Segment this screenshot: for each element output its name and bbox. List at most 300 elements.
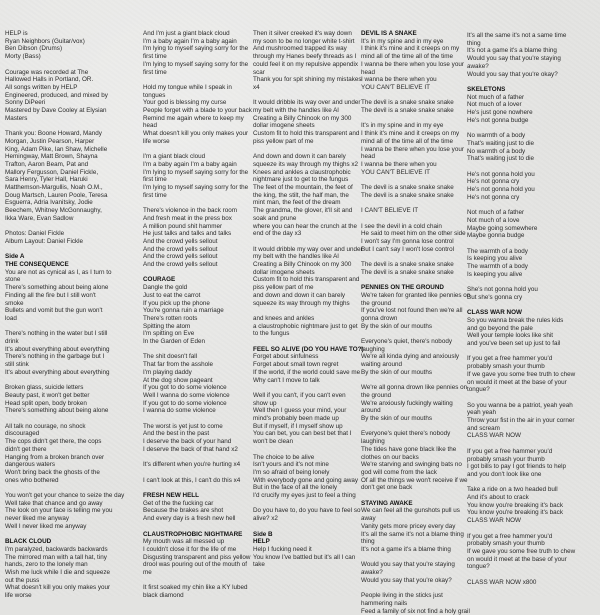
lyric-line: No warmth of a body bbox=[467, 132, 526, 140]
lyric-line: The feet of the mountain, the feet of bbox=[253, 184, 353, 192]
lyric-line: So you wanna break the rules kids bbox=[467, 316, 564, 324]
lyric-line: I'd crucify my eyes just to feel a thing bbox=[253, 492, 356, 500]
lyric-line: It's in my spine and in my eye bbox=[361, 122, 444, 130]
lyric-line: I'm so afraid of being lonely bbox=[253, 468, 330, 476]
lyric-line: don't get one back bbox=[361, 484, 413, 492]
lyric-line: I'm lying to myself saying sorry for the bbox=[143, 168, 249, 176]
lyric-line: Because the brakes are shot bbox=[143, 507, 224, 515]
section-heading: STAYING AWAKE bbox=[361, 499, 413, 507]
section-heading: Side A bbox=[5, 253, 25, 261]
lyric-line: There's rotten roots bbox=[143, 314, 198, 322]
lyric-line bbox=[467, 240, 595, 248]
lyric-line: my belt with the handles like Al bbox=[253, 253, 339, 261]
lyric-line: He's not gonna cry bbox=[467, 193, 520, 201]
lyric-line: I can't look at this, I can't do this x4 bbox=[143, 476, 241, 484]
lyric-line: I wanna be there when you bbox=[361, 76, 437, 84]
lyric-line bbox=[253, 523, 356, 531]
lyric-line: I think it's mine and it creeps on my bbox=[361, 45, 460, 53]
lyric-line: Get of the the fucking car bbox=[143, 499, 214, 507]
lyric-line: I'm lying to myself saying sorry for the bbox=[143, 60, 249, 68]
lyric-line bbox=[467, 525, 595, 533]
lyric-line: And the crowd yells sellout bbox=[143, 237, 218, 245]
lyric-line: Morgan, Justin Pearson, Harper bbox=[5, 137, 95, 145]
lyric-line: awake? bbox=[361, 569, 383, 577]
lyric-line: So you wanna be a patriot, yeah yeah bbox=[467, 401, 573, 409]
lyric-line: Why can't I move to talk bbox=[253, 376, 320, 384]
lyric-line: life worse bbox=[5, 592, 32, 600]
lyric-line bbox=[467, 124, 595, 132]
lyric-line: Thank you for spit shining my mistakes bbox=[253, 76, 362, 84]
lyric-line: And mushroomed trapped its way bbox=[253, 45, 347, 53]
lyric-line: People forget with a blade to your back bbox=[143, 107, 252, 115]
lyric-line bbox=[5, 61, 133, 69]
section-heading: CLASS WAR NOW bbox=[467, 309, 522, 317]
lyric-line: head bbox=[143, 122, 158, 130]
section-heading: BLACK CLOUD bbox=[5, 538, 52, 546]
lyric-line bbox=[143, 484, 255, 492]
lyric-line: YOU CAN'T BELIEVE IT bbox=[361, 83, 430, 91]
lyric-line: yeah yeah bbox=[467, 409, 497, 417]
lyric-line: ones who bothered bbox=[5, 476, 59, 484]
lyric-line: That far from the asshole bbox=[143, 361, 213, 369]
lyric-line: squeeze its way through my thighs bbox=[253, 299, 350, 307]
lyric-line: Creating a Billy Chinook on my 300 bbox=[253, 114, 352, 122]
lyric-line bbox=[253, 92, 356, 100]
lyric-line: Then it silver creeked it's way down bbox=[253, 30, 352, 37]
lyric-line: It's not a game it's a blame thing bbox=[467, 47, 557, 55]
lyric-line: on would it meet at the base of your bbox=[467, 378, 567, 386]
lyric-line: away bbox=[361, 515, 376, 523]
lyric-line: I'm paralyzed, backwards backwards bbox=[5, 545, 108, 553]
section-heading: FEEL SO ALIVE (DO YOU HAVE TO?) bbox=[253, 345, 364, 353]
lyric-line bbox=[361, 115, 471, 123]
lyric-line bbox=[143, 577, 255, 585]
lyric-line: He's not gonna budge bbox=[467, 116, 529, 124]
lyric-line: Spitting the atom bbox=[143, 322, 191, 330]
lyric-line: dangerous waters bbox=[5, 461, 56, 469]
section-heading: FRESH NEW HELL bbox=[143, 492, 199, 500]
column-4 bbox=[361, 30, 471, 615]
lyric-line: Custom fit to hold this transparent and bbox=[253, 276, 360, 284]
lyric-line bbox=[143, 415, 255, 423]
lyric-line: You can bet, you can best bet that I bbox=[253, 430, 352, 438]
column-5 bbox=[467, 32, 595, 586]
lyric-line: Esguerra, Adria Ivanitsky, Jodie bbox=[5, 199, 93, 207]
lyric-line: alive? x2 bbox=[253, 515, 278, 523]
lyric-line: where you can hear the crunch at the bbox=[253, 222, 357, 230]
lyric-line bbox=[361, 377, 471, 385]
lyric-line: I'm lying to myself saying sorry for the bbox=[143, 184, 249, 192]
lyric-line: Everyone's quiet, there's nobody bbox=[361, 338, 452, 345]
lyric-line: Your god is blessing my curse bbox=[143, 99, 227, 107]
lyric-line: No warmth of a body bbox=[467, 147, 526, 155]
lyric-line: He said to meet him on the other side bbox=[361, 230, 466, 238]
lyric-line: We're taken for granted like pennies on bbox=[361, 291, 471, 299]
lyric-line: Custom fit to hold this transparent and bbox=[253, 130, 360, 138]
lyric-line: waiting around bbox=[361, 361, 402, 369]
lyric-line: Head split open, body broken bbox=[5, 399, 87, 407]
lyric-line: I'm a baby again I'm a baby again bbox=[143, 160, 237, 168]
lyric-line: He just talks and talks and talks bbox=[143, 230, 232, 238]
lyric-line: In the Garden of Eden bbox=[143, 338, 205, 346]
lyric-line: Finding all the fire but I still won't bbox=[5, 291, 96, 299]
lyric-line: It's about everything about everything bbox=[5, 368, 110, 376]
lyric-line: But she's gonna cry bbox=[467, 293, 523, 301]
lyric-line: Mastered by Dave Cooley at Elysian bbox=[5, 107, 107, 115]
lyric-line bbox=[467, 394, 595, 402]
lyric-line: If you get a free hammer you'd bbox=[467, 447, 553, 455]
lyric-line: And down and down it can barely bbox=[253, 153, 346, 161]
lyric-line: There's violence in the back room bbox=[143, 207, 237, 215]
section-heading: CLAUSTROPHOBIC NIGHTMARE bbox=[143, 530, 243, 538]
lyric-line bbox=[143, 269, 255, 277]
lyric-line: He's not gonna hold you bbox=[467, 186, 535, 194]
lyric-line: The choice to be alive bbox=[253, 453, 315, 461]
lyric-line: I'm a giant black cloud bbox=[143, 153, 206, 161]
lyric-line: take bbox=[253, 561, 265, 569]
lyric-line: The warmth of a body bbox=[467, 247, 528, 255]
lyric-line: Help I fucking need it bbox=[253, 545, 312, 553]
lyric-line: mind all of the time all of the time bbox=[361, 137, 454, 145]
section-heading: HELP bbox=[253, 538, 270, 546]
lyric-line bbox=[143, 469, 255, 477]
lyric-line: Sonny DiPeeri bbox=[5, 99, 46, 107]
lyric-line: Would you say that you're okay? bbox=[467, 70, 558, 78]
lyric-line: A million pound shit hammer bbox=[143, 222, 223, 230]
lyric-line: through my Hanes beefy threads as I bbox=[253, 53, 357, 61]
lyric-line: Isn't yours and it's not mine bbox=[253, 461, 329, 469]
lyric-line: The devil is a snake snake snake bbox=[361, 191, 454, 199]
lyric-line: I see the devil in a cold chain bbox=[361, 222, 442, 230]
lyric-line bbox=[361, 176, 471, 184]
lyric-line: Ben Dibson (Drums) bbox=[5, 45, 63, 53]
lyric-line: All talk no courage, no shock bbox=[5, 422, 86, 430]
lyric-line: scar bbox=[253, 68, 265, 76]
lyric-line bbox=[467, 201, 595, 209]
lyric-line: Engineered, produced, and mixed by bbox=[5, 91, 108, 99]
lyric-line: I deserve the back of that hand x2 bbox=[143, 445, 238, 453]
lyric-line: Wish me luck while I die and squeeze bbox=[5, 569, 110, 577]
lyric-line: He's not gonna hold you bbox=[467, 170, 535, 178]
lyric-line: It would dribble my way over and under bbox=[253, 245, 363, 253]
lyric-line: squeeze its way through my thighs x2 bbox=[253, 160, 359, 168]
lyric-line bbox=[143, 199, 255, 207]
lyric-line bbox=[143, 346, 255, 354]
section-heading: THE CONSEQUENCE bbox=[5, 261, 69, 269]
lyric-line: I got bills to pay I got friends to help bbox=[467, 463, 567, 471]
lyric-line: If the world, if the world could save me bbox=[253, 368, 361, 376]
lyric-line: Well take that chance and go away bbox=[5, 499, 103, 507]
lyric-line: Hemingway, Matt Brown, Shayna bbox=[5, 153, 98, 161]
lyric-line: I CAN'T BELIEVE IT bbox=[361, 207, 419, 215]
lyric-line bbox=[361, 253, 471, 261]
lyric-line: Well I never liked me anyway bbox=[5, 522, 87, 530]
lyric-line: and knees and ankles bbox=[253, 314, 315, 322]
lyric-line: What doesn't kill you only makes your bbox=[143, 130, 249, 138]
lyric-line: Mallory Fergusson, Daniel Fickle, bbox=[5, 168, 99, 176]
lyric-line: I'm playing daddy bbox=[143, 368, 192, 376]
lyric-line: Hallowed Halls in Portland, OR. bbox=[5, 76, 94, 84]
lyric-line: laughing bbox=[361, 345, 385, 353]
lyric-line: I'm a baby again I'm a baby again bbox=[143, 37, 237, 45]
lyric-line: black diamond bbox=[143, 592, 184, 600]
lyric-line: Ikka Ware, Evan Sadlow bbox=[5, 214, 74, 222]
lyric-line: x4 bbox=[253, 83, 260, 91]
lyric-line: Broken glass, suicide letters bbox=[5, 384, 84, 392]
lyric-line: You won't get your chance to seize the day bbox=[5, 492, 125, 500]
lyric-line: Is keeping you alive bbox=[467, 270, 523, 278]
lyric-line: drink bbox=[5, 338, 19, 346]
lyric-line: end of the day x3 bbox=[253, 230, 302, 238]
lyric-line: If you get a free hammer you'd bbox=[467, 532, 553, 540]
lyric-line: There's nothing in the garbage but I bbox=[5, 353, 105, 361]
lyric-line: You know you're breaking it's back bbox=[467, 509, 563, 517]
lyric-line: The tides have gone black like the bbox=[361, 445, 457, 453]
lyric-line bbox=[253, 446, 356, 454]
lyric-line: With everybody gone and going away bbox=[253, 476, 359, 484]
lyric-line: probably smash your thumb bbox=[467, 540, 545, 548]
lyric-line: All songs written by HELP bbox=[5, 83, 78, 91]
lyric-line bbox=[253, 238, 356, 246]
lyric-line: the ground bbox=[361, 391, 392, 399]
lyric-line: Take a ride on a two headed bull bbox=[467, 486, 558, 494]
lyric-line: She's not gonna hold you bbox=[467, 286, 538, 294]
lyric-line bbox=[253, 338, 356, 346]
lyric-line bbox=[5, 323, 133, 331]
lyric-line bbox=[467, 278, 595, 286]
lyric-line: But I can't say I won't lose control bbox=[361, 245, 455, 253]
lyric-line bbox=[361, 199, 471, 207]
lyric-line: CLASS WAR NOW x800 bbox=[467, 578, 537, 586]
lyric-line bbox=[467, 479, 595, 487]
lyric-line: Creating a Billy Chinook on my 300 bbox=[253, 261, 352, 269]
lyric-line: It's different when you're hurting x4 bbox=[143, 461, 241, 469]
lyric-line: Not much of a lover bbox=[467, 101, 522, 109]
lyric-line: my soon to be no longer white t-shirt bbox=[253, 37, 355, 45]
lyric-line: The grandma, the glover, it'll sit and bbox=[253, 207, 353, 215]
column-3 bbox=[253, 30, 364, 569]
lyric-line: to the fungus bbox=[253, 330, 290, 338]
lyric-line: By the skin of our mouths bbox=[361, 368, 433, 376]
lyric-line: Not much of a love bbox=[467, 216, 520, 224]
lyric-line: There's nothing in the water but I still bbox=[5, 330, 108, 338]
lyric-line: Well your temple looks like shit bbox=[467, 332, 553, 340]
lyric-line: The devil is a snake snake snake bbox=[361, 107, 454, 115]
lyric-line: Thank you: Boone Howard, Mandy bbox=[5, 130, 102, 138]
section-heading: DEVIL IS A SNAKE bbox=[361, 30, 417, 37]
lyric-line: If you've lost not found then we're all bbox=[361, 307, 463, 315]
lyric-line bbox=[361, 492, 471, 500]
lyric-line: won't be clean bbox=[253, 438, 294, 446]
lyric-line bbox=[5, 377, 133, 385]
lyric-line: probably smash your thumb bbox=[467, 455, 545, 463]
lyric-line: probably smash your thumb bbox=[467, 363, 545, 371]
lyric-line: on would it meet at the base of your bbox=[467, 555, 567, 563]
lyric-line bbox=[361, 584, 471, 592]
lyric-line: the ground bbox=[361, 299, 392, 307]
lyric-line: my belt with the handles like Al bbox=[253, 107, 339, 115]
lyric-line: mind's probably been made up bbox=[253, 415, 339, 423]
lyric-line bbox=[5, 122, 133, 130]
lyric-line: tongue? bbox=[467, 563, 490, 571]
lyric-line: god will come from the lack bbox=[361, 468, 437, 476]
lyric-line: first time bbox=[143, 68, 167, 76]
lyric-line: Not much of a father bbox=[467, 93, 525, 101]
lyric-line bbox=[361, 423, 471, 431]
lyric-line: YOU CAN'T BELIEVE IT bbox=[361, 168, 430, 176]
lyric-line: drool was pouring out of the mouth of bbox=[143, 561, 247, 569]
lyric-line bbox=[5, 415, 133, 423]
lyric-line: and you've been set up just to fail bbox=[467, 340, 561, 348]
lyric-line: out the puss bbox=[5, 576, 40, 584]
lyric-line: And it's about to crack bbox=[467, 494, 529, 502]
lyric-line: hands, zero to the lonely man bbox=[5, 561, 88, 569]
lyric-line: It first soaked my chin like a KY lubed bbox=[143, 584, 248, 592]
lyric-line: If you got to do some violence bbox=[143, 384, 227, 392]
lyric-line: It's all the same it's not a same time bbox=[467, 32, 567, 39]
lyric-line bbox=[361, 92, 471, 100]
lyric-line: Would you say that you're staying bbox=[361, 561, 455, 569]
lyric-line: Hold my tongue while I speak in bbox=[143, 83, 232, 91]
lyric-line bbox=[143, 76, 255, 84]
lyric-line: Disgusting transparent and piss yellow bbox=[143, 553, 251, 561]
lyric-line: the king, the stilt, the half man, the bbox=[253, 191, 349, 199]
lyric-line: I couldn't close it for the life of me bbox=[143, 545, 237, 553]
lyric-line: Throw your fist in the air in your corner bbox=[467, 417, 575, 425]
lyric-line: And I'm just a giant black cloud bbox=[143, 30, 230, 37]
lyric-line: still stink bbox=[5, 361, 29, 369]
lyric-line: soak and prune bbox=[253, 214, 297, 222]
lyric-line bbox=[5, 484, 133, 492]
column-2 bbox=[143, 30, 255, 600]
lyric-line: dollar imogene sheets bbox=[253, 268, 315, 276]
section-heading: SKELETONS bbox=[467, 85, 506, 93]
lyric-line: And the crowd yells sellout bbox=[143, 261, 218, 269]
lyric-line: We're all gonna drown like pennies on bbox=[361, 384, 468, 392]
lyric-line: The worst is yet just to come bbox=[143, 422, 223, 430]
lyric-line: I'm lying to myself saying sorry for the bbox=[143, 45, 249, 53]
lyric-line: and scream bbox=[467, 424, 500, 432]
lyric-line: Would you say that you're okay? bbox=[361, 576, 452, 584]
lyric-line: I think it's mine and it creeps on my bbox=[361, 130, 460, 138]
lyric-line: CLASS WAR NOW bbox=[467, 517, 521, 525]
lyric-line: Sara Henry, Tyler Hall, Haruki bbox=[5, 176, 88, 184]
lyric-line: around bbox=[361, 407, 381, 415]
lyric-line: If we gave you some free truth to chew bbox=[467, 370, 576, 378]
lyric-line: awake? bbox=[467, 62, 489, 70]
lyric-line bbox=[467, 163, 595, 171]
lyric-line: I'm spitting on Eve bbox=[143, 330, 195, 338]
lyric-line: He's not gonna cry bbox=[467, 178, 520, 186]
lyric-line: The shit doesn't fall bbox=[143, 353, 198, 361]
lyric-line bbox=[253, 384, 356, 392]
lyric-line: show up bbox=[253, 399, 277, 407]
lyric-line: People living in the sticks just bbox=[361, 592, 443, 600]
lyric-line: If you get a free hammer you'd bbox=[467, 355, 553, 363]
lyric-line bbox=[253, 146, 356, 154]
lyric-line: mint man, the feet of the dream bbox=[253, 199, 341, 207]
lyric-line: Dangle the gold bbox=[143, 284, 188, 292]
lyric-line: By the skin of our mouths bbox=[361, 415, 433, 423]
lyric-line bbox=[361, 330, 471, 338]
lyric-line bbox=[467, 571, 595, 579]
lyric-line: thing bbox=[467, 39, 481, 47]
lyric-line: thing bbox=[361, 538, 375, 546]
lyric-line: I wanna be there when you lose your bbox=[361, 145, 464, 153]
lyric-line: We're starving and swinging bats no bbox=[361, 461, 462, 469]
lyric-line: There's something about being alone bbox=[5, 284, 109, 292]
lyric-line: Vanity gets more pricey every day bbox=[361, 522, 456, 530]
lyric-line: Morty (Bass) bbox=[5, 53, 41, 61]
lyric-line: That's waiting just to die bbox=[467, 155, 535, 163]
lyric-line: laughing bbox=[361, 438, 385, 446]
lyric-line: CLASS WAR NOW bbox=[467, 432, 521, 440]
lyric-line: mind all of the time all of the time bbox=[361, 53, 454, 61]
lyric-line bbox=[143, 523, 255, 531]
lyric-line bbox=[5, 531, 133, 539]
lyric-line: The warmth of a body bbox=[467, 263, 528, 271]
lyric-line: I wanna do some violence bbox=[143, 407, 216, 415]
lyric-line: and down and down it can barely bbox=[253, 291, 346, 299]
lyric-line bbox=[361, 276, 471, 284]
lyric-line: clothes on our backs bbox=[361, 453, 419, 461]
lyric-line: But if myself, if I myself show up bbox=[253, 422, 343, 430]
lyric-line: gonna drown bbox=[361, 314, 398, 322]
lyric-line bbox=[5, 223, 133, 231]
lyric-line: The mirrored man with a tall hat, tiny bbox=[5, 553, 107, 561]
lyric-line: a claustrophobic nightmare just to get bbox=[253, 322, 358, 330]
lyric-line: hammering nails bbox=[361, 599, 408, 607]
lyric-line: You know I've battled but it's all I can bbox=[253, 553, 356, 561]
section-heading: Side B bbox=[253, 530, 273, 538]
lyric-line: The cops didn't get there, the cops bbox=[5, 438, 102, 446]
lyric-line bbox=[253, 500, 356, 508]
lyric-line: never liked me anyway bbox=[5, 515, 70, 523]
lyric-line: Masters bbox=[5, 114, 28, 122]
lyric-line: stone bbox=[5, 276, 21, 284]
lyric-line: smoke bbox=[5, 299, 24, 307]
column-1 bbox=[5, 30, 133, 600]
lyric-line: And every day is a fresh new hell bbox=[143, 515, 236, 523]
lyric-line: Of all the things we won't receive if we bbox=[361, 476, 468, 484]
lyric-line: The devil is a snake snake snake bbox=[361, 261, 454, 268]
lyric-line: The devil is a snake snake snake bbox=[361, 184, 454, 192]
lyric-line: didn't get there bbox=[5, 445, 47, 453]
lyric-line: tongues bbox=[143, 91, 166, 99]
lyric-line: Trafton, Aaron Beam, Pat and bbox=[5, 160, 89, 168]
lyric-line: I wanna be there when you bbox=[361, 160, 437, 168]
lyric-line: And the crowd yells sellout bbox=[143, 245, 218, 253]
lyric-line: Forget about sinfulness bbox=[253, 353, 319, 361]
lyric-line: Well if you can't, if you can't even bbox=[253, 391, 346, 399]
lyric-line: Is keeping you alive bbox=[467, 255, 523, 263]
lyric-line bbox=[5, 246, 133, 254]
lyric-line: My mouth was all messed up bbox=[143, 538, 225, 546]
lyric-line: It's not a game it's a blame thing bbox=[361, 545, 451, 553]
lyric-line: Remind me again where to keep my bbox=[143, 114, 244, 122]
lyric-line: You know you're breaking it's back bbox=[467, 501, 563, 509]
lyric-line bbox=[143, 454, 255, 462]
lyric-line: What doesn't kill you only makes your bbox=[5, 584, 111, 592]
lyric-line: Just to eat the carrot bbox=[143, 291, 201, 299]
lyric-line bbox=[467, 440, 595, 448]
lyric-line: There's something about being alone bbox=[5, 407, 109, 415]
lyric-line: The devil is a snake snake snake bbox=[361, 268, 454, 276]
lyric-line: Forget about small town regret bbox=[253, 361, 339, 369]
lyric-line bbox=[143, 146, 255, 154]
lyric-line: Well I wanna do some violence bbox=[143, 391, 230, 399]
lyric-line: Not much of a father bbox=[467, 209, 525, 217]
